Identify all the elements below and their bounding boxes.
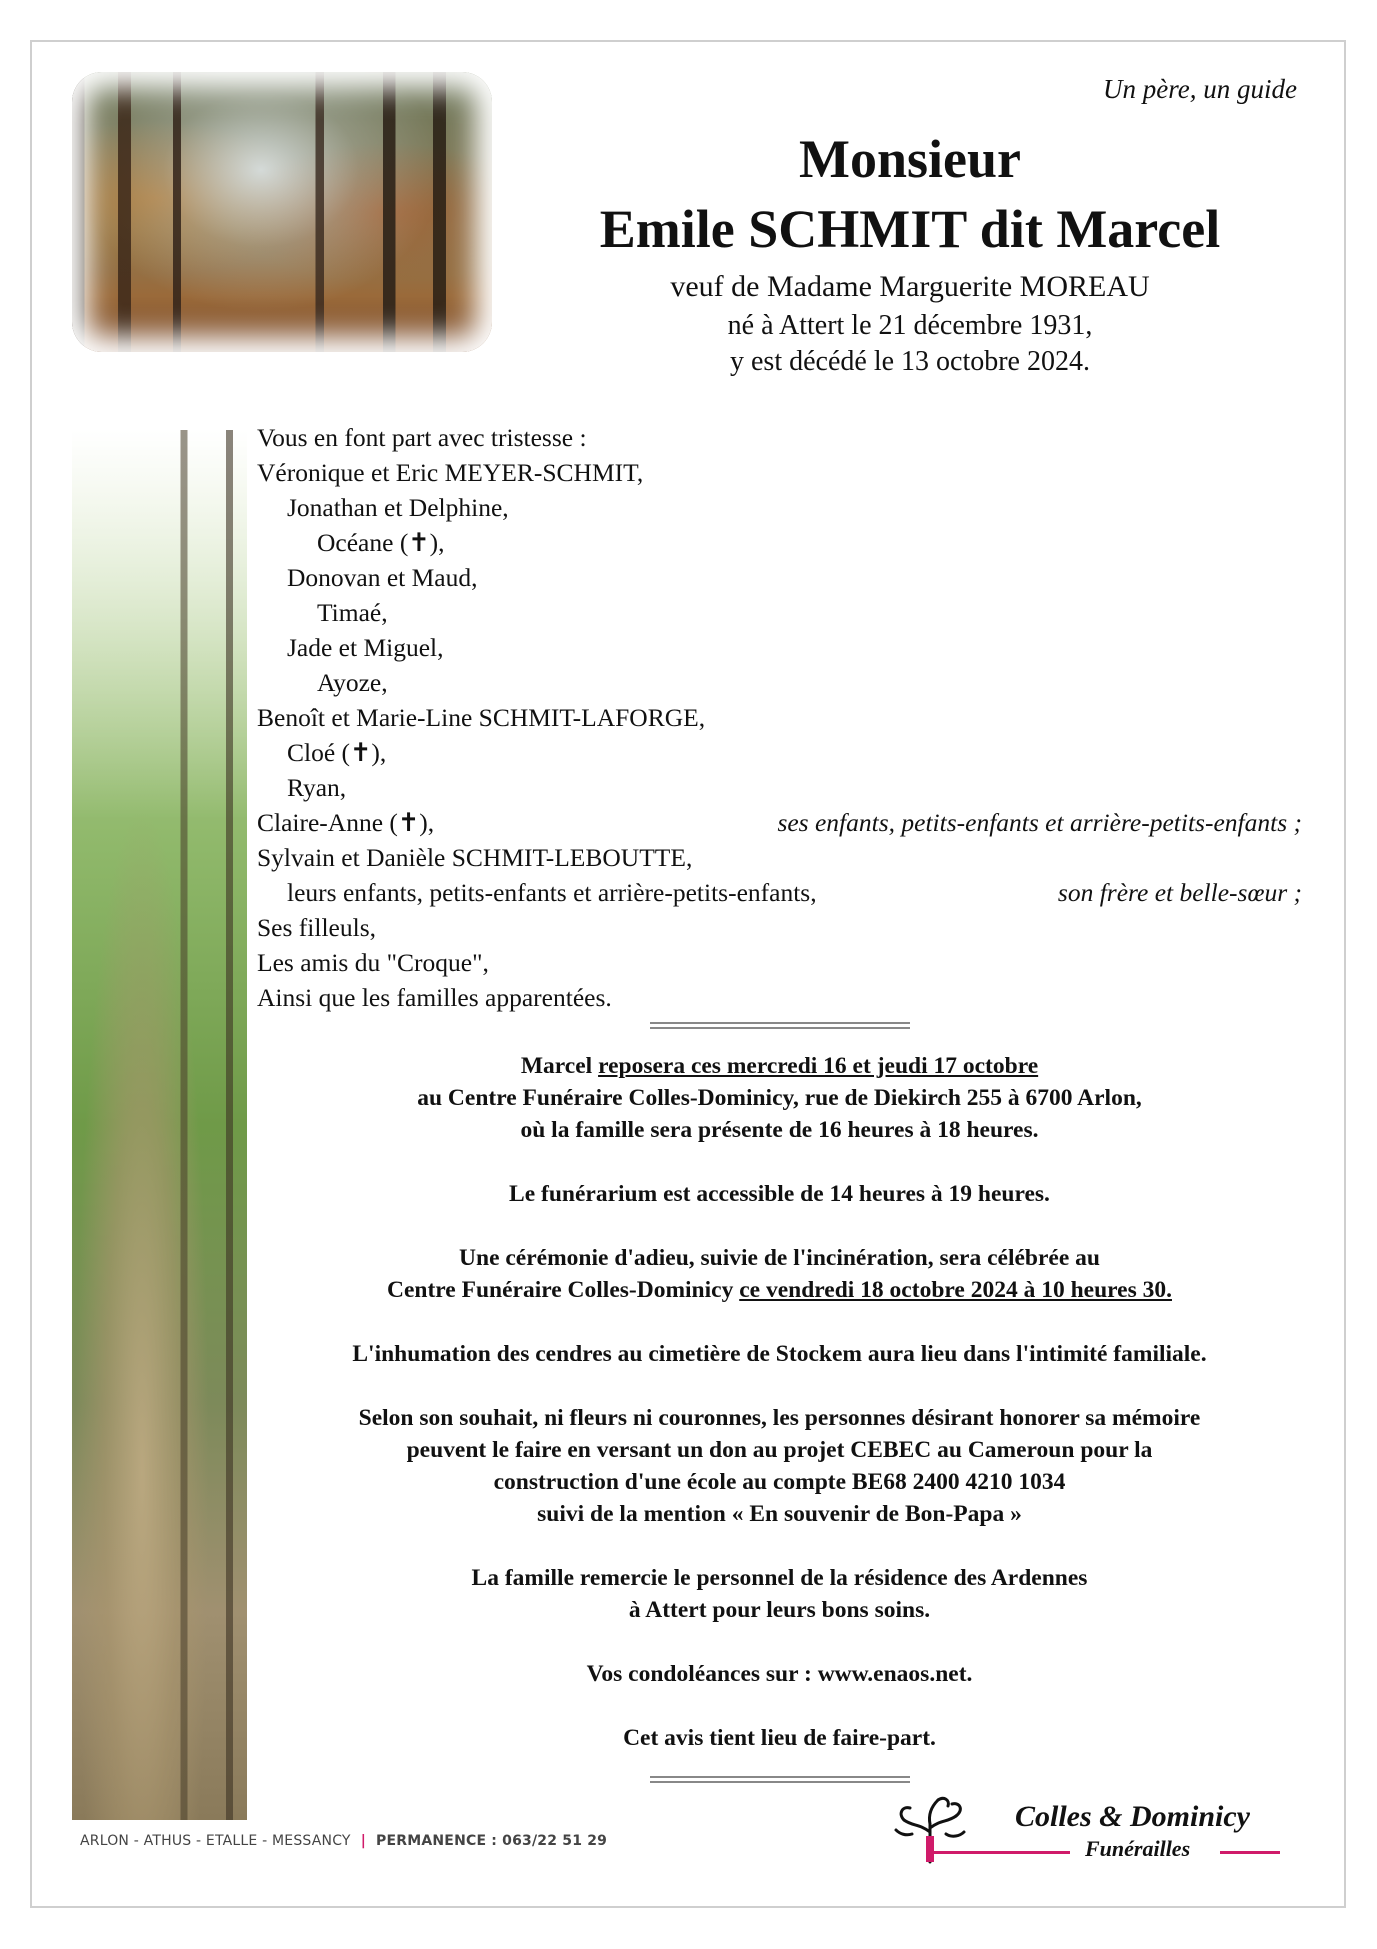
notice-line: où la famille sera présente de 16 heures à 18 heures. [520, 1117, 1039, 1143]
motto: Un père, un guide [1103, 74, 1297, 104]
forest-path-photo [72, 430, 247, 1820]
notice-line: à Attert pour leurs bons soins. [628, 1597, 931, 1623]
family-line-group [257, 875, 1302, 910]
notice-line: construction d'une école au compte BE68 2400 4210 1034 [493, 1469, 1066, 1495]
family-line: Claire-Anne (✝), [257, 808, 435, 837]
family-line: Benoît et Marie-Line SCHMIT-LAFORGE, [257, 703, 706, 732]
family-line: Ses filleuls, [257, 913, 376, 942]
family-line: Sylvain et Danièle SCHMIT-LEBOUTTE, [257, 843, 693, 872]
family-line: Jade et Miguel, [287, 633, 444, 662]
notice-line: La famille remercie le personnel de la résidence des Ardennes [471, 1565, 1088, 1591]
family-line: Donovan et Maud, [287, 563, 478, 592]
notice-line: Selon son souhait, ni fleurs ni couronnes, les personnes désirant honorer sa mémoire [358, 1405, 1201, 1431]
birth-line: né à Attert le 21 décembre 1931, [727, 310, 1093, 341]
family-line: Véronique et Eric MEYER-SCHMIT, [257, 458, 644, 487]
notice-text: Marcel [520, 1053, 599, 1079]
relation-sibling: son frère et belle-sœur ; [1057, 878, 1302, 907]
brand-name: Colles & Dominicy [1015, 1800, 1250, 1833]
notice-line: Une cérémonie d'adieu, suivie de l'incinération, sera célébrée au [459, 1245, 1100, 1271]
family-line-group [257, 805, 1302, 840]
condolences-link[interactable]: Vos condoléances sur : www.enaos.net. [586, 1661, 973, 1687]
funeral-notice [257, 1050, 1302, 1754]
notice-line [257, 1274, 1302, 1306]
notice-line: Le funérarium est accessible de 14 heures à 19 heures. [509, 1181, 1050, 1207]
footer-contact [80, 1833, 607, 1849]
footer-permanence: PERMANENCE : 063/22 51 29 [376, 1833, 608, 1849]
divider-bottom [650, 1776, 910, 1783]
notice-line [257, 1050, 1302, 1082]
brand-subtitle: Funérailles [1085, 1836, 1191, 1861]
family-line: Ayoze, [317, 668, 388, 697]
relation-children: ses enfants, petits-enfants et arrière-petits-enfants ; [777, 808, 1302, 837]
family-line: leurs enfants, petits-enfants et arrière-petits-enfants, [287, 878, 817, 907]
deceased-name: Emile SCHMIT dit Marcel [599, 199, 1221, 259]
notice-line: peuvent le faire en versant un don au projet CEBEC au Cameroun pour la [406, 1437, 1153, 1463]
title-salutation: Monsieur [799, 129, 1021, 189]
visitation-dates: reposera ces mercredi 16 et jeudi 17 octobre [598, 1053, 1039, 1079]
divider-top [650, 1022, 910, 1029]
family-line: Ainsi que les familles apparentées. [257, 983, 612, 1012]
notice-line: Cet avis tient lieu de faire-part. [623, 1725, 936, 1751]
notice-line: suivi de la mention « En souvenir de Bon-Papa » [537, 1501, 1022, 1527]
footer-separator: | [360, 1833, 367, 1849]
family-line: Ryan, [287, 773, 347, 802]
footer-locations: ARLON - ATHUS - ETALLE - MESSANCY [80, 1833, 351, 1849]
family-intro: Vous en font part avec tristesse : [257, 423, 587, 452]
family-list [257, 420, 1302, 1015]
family-line: Timaé, [317, 598, 388, 627]
spouse-line: veuf de Madame Marguerite MOREAU [670, 270, 1150, 303]
notice-text: Centre Funéraire Colles-Dominicy [387, 1277, 740, 1303]
brand-accent-line [930, 1851, 1070, 1854]
brand-logo [890, 1794, 1290, 1864]
brand-accent-line [1220, 1851, 1280, 1854]
forest-photo [72, 72, 492, 352]
family-line: Océane (✝), [317, 528, 445, 557]
family-line: Cloé (✝), [287, 738, 387, 767]
notice-line: au Centre Funéraire Colles-Dominicy, rue de Diekirch 255 à 6700 Arlon, [417, 1085, 1142, 1111]
family-line: Jonathan et Delphine, [287, 493, 509, 522]
family-line: Les amis du "Croque", [257, 948, 489, 977]
death-line: y est décédé le 13 octobre 2024. [730, 346, 1090, 377]
notice-line: L'inhumation des cendres au cimetière de Stockem aura lieu dans l'intimité familiale. [352, 1341, 1207, 1367]
ceremony-date: ce vendredi 18 octobre 2024 à 10 heures 30. [739, 1277, 1172, 1303]
